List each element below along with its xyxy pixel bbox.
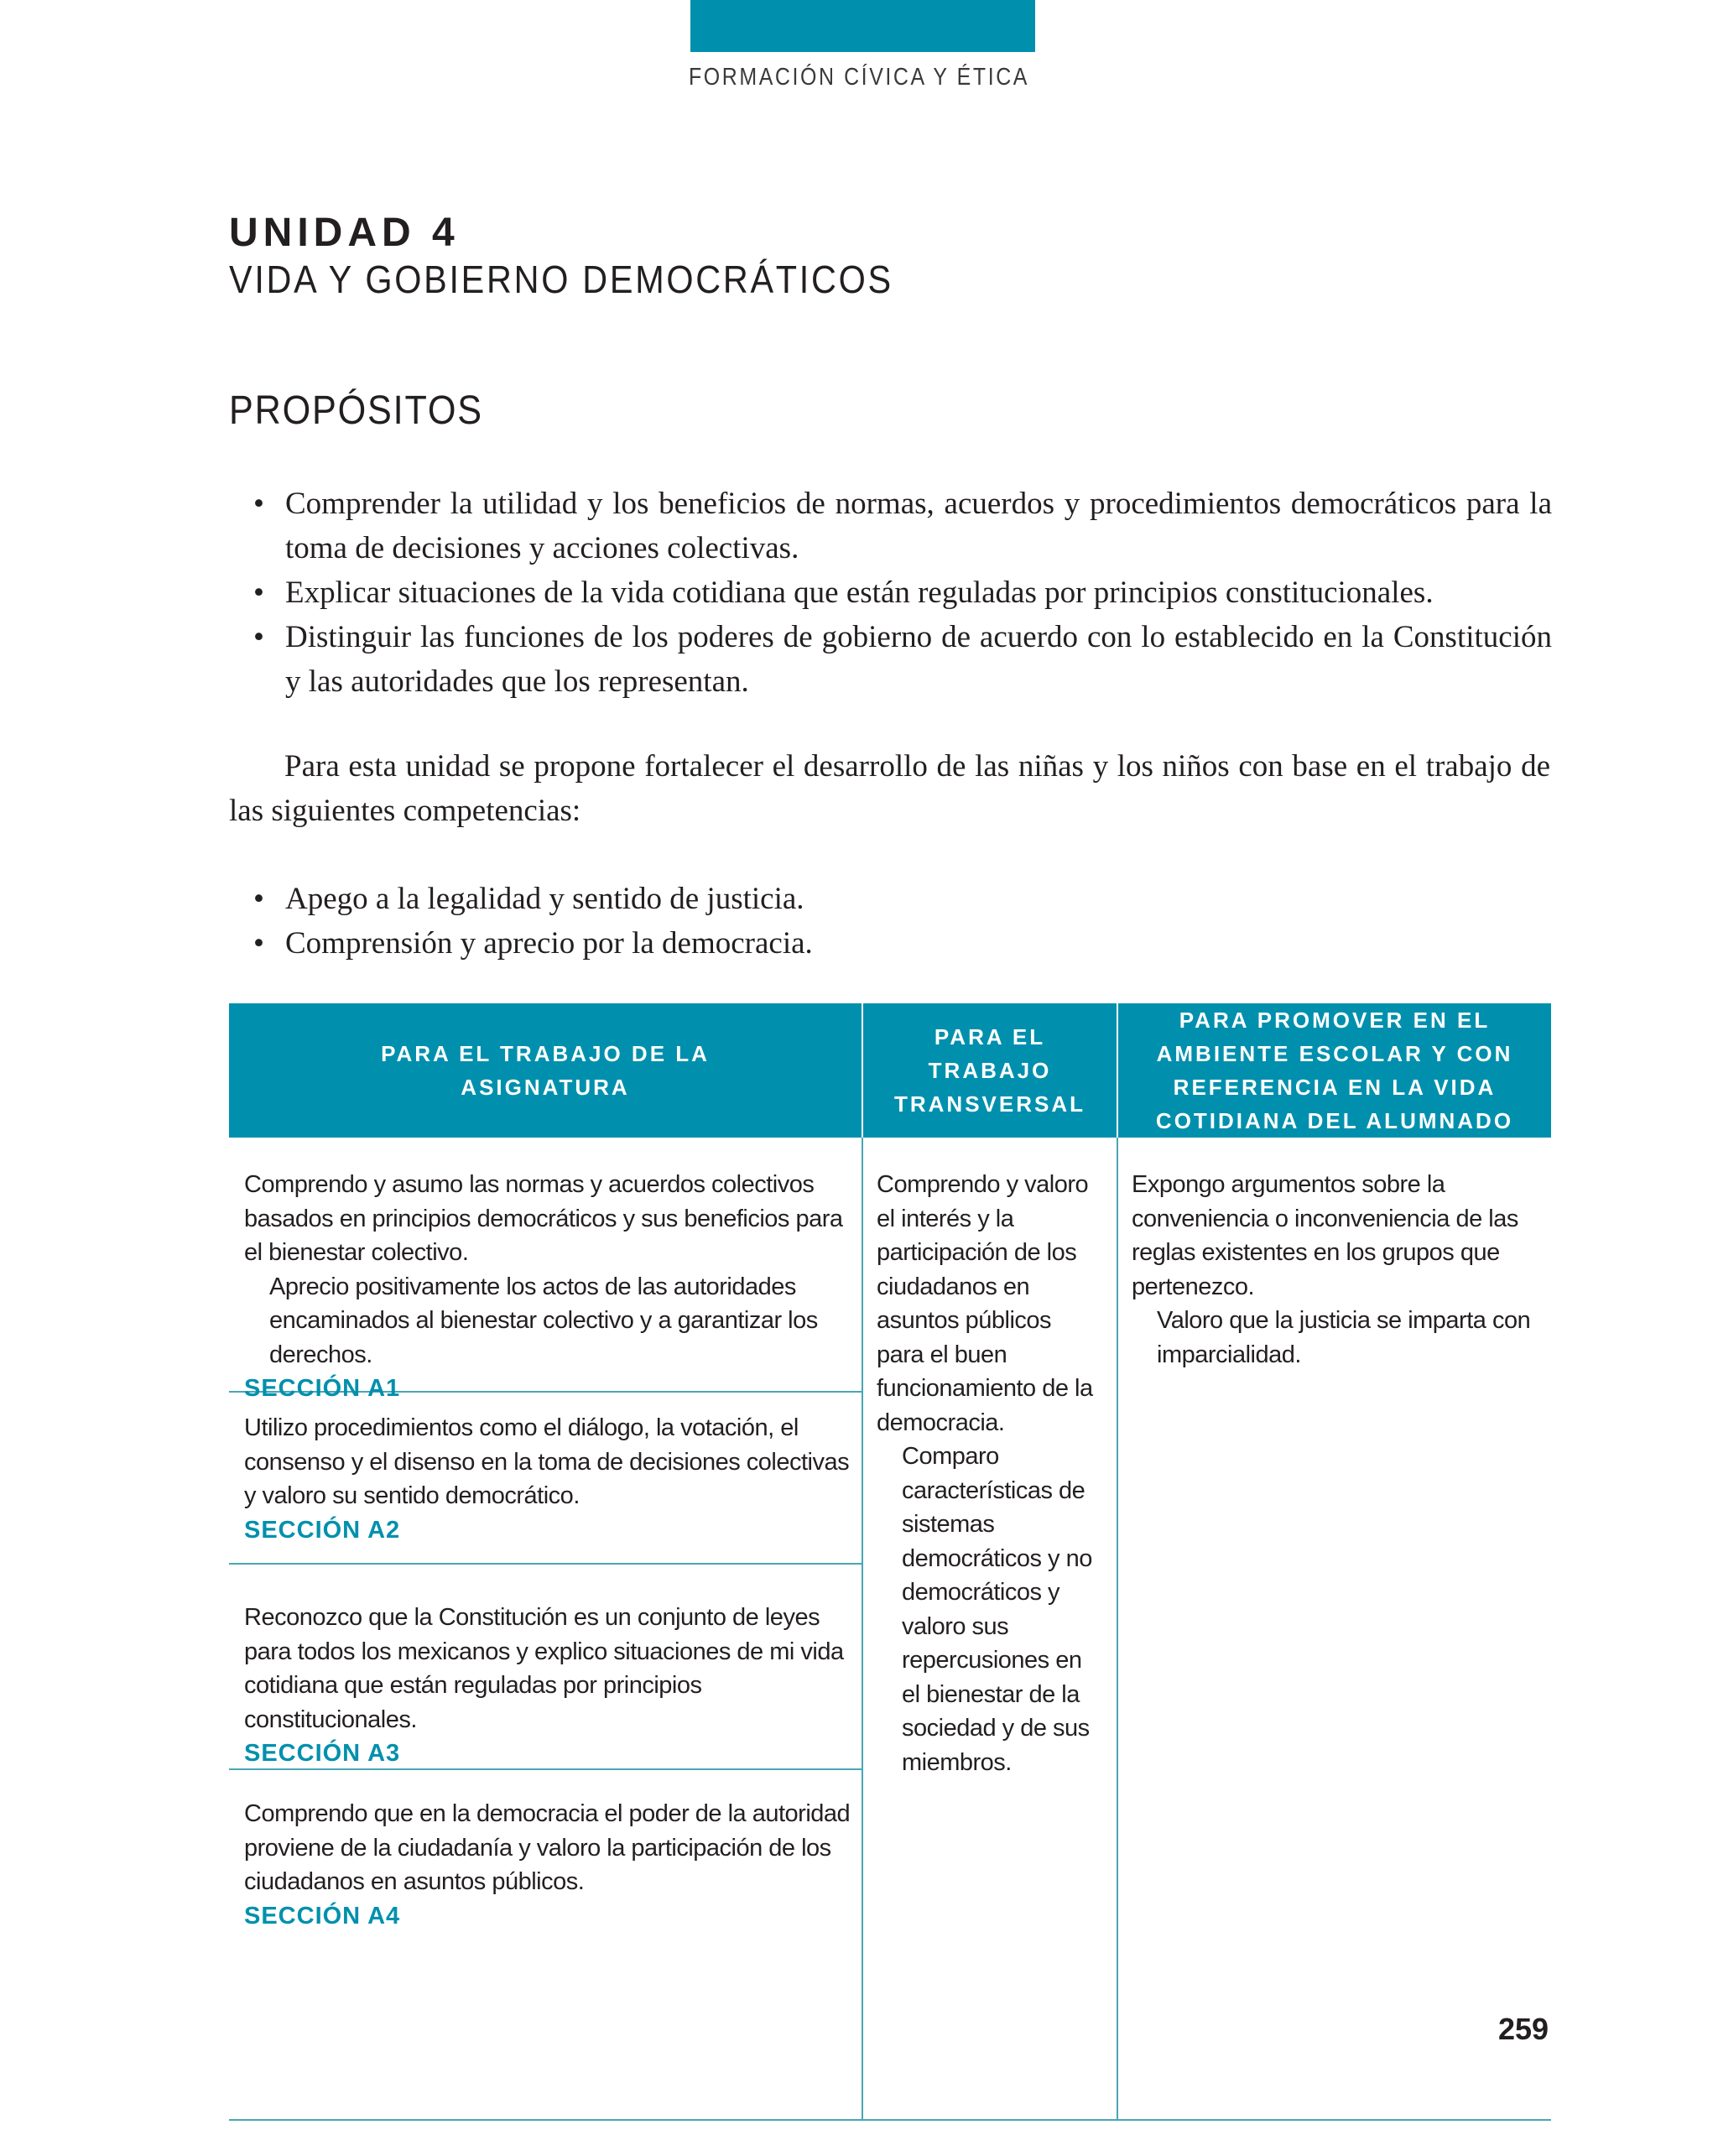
bullet-icon: •	[253, 882, 264, 916]
section-label: SECCIÓN A2	[244, 1516, 401, 1544]
section-label: SECCIÓN A4	[244, 1902, 401, 1929]
section-label: SECCIÓN A3	[244, 1740, 401, 1767]
column-divider	[862, 1138, 863, 2119]
running-head: FORMACIÓN CÍVICA Y ÉTICA	[688, 64, 1030, 91]
column-divider	[1117, 1138, 1118, 2119]
table-row: Reconozco que la Constitución es un conjunto de leyes para todos los mexicanos y explico situaciones de mi vida cotidiana que están reguladas por principios constitucionales. SECCIÓN A3	[244, 1601, 856, 1771]
table-row: Comprendo y asumo las normas y acuerdos colectivos basados en principios democráticos y sus beneficios para el bienestar colectivo. Aprecio positivamente los actos de las autoridades encaminados al bienestar colectivo y a garantizar los derechos. SECCIÓN A1	[244, 1168, 856, 1406]
list-item: • Comprensión y aprecio por la democracia.	[253, 921, 1552, 966]
table-row: Utilizo procedimientos como el diálogo, la votación, el consenso y el disenso en la toma de decisiones colectivas y valoro su sentido democrático. SECCIÓN A2	[244, 1411, 856, 1547]
school-life-cell: Expongo argumentos sobre la conveniencia o inconveniencia de las reglas existentes en los grupos que pertenezco. Valoro que la justicia se imparta con imparcialidad.	[1132, 1171, 1531, 1368]
intro-paragraph: Para esta unidad se propone fortalecer el desarrollo de las niñas y los niños con base en el trabajo de las siguientes competencias:	[229, 749, 1550, 828]
list-item: • Distinguir las funciones de los poderes de gobierno de acuerdo con lo establecido en la Constitución y las autoridades que los representan.	[253, 615, 1552, 704]
section-label: SECCIÓN A1	[244, 1375, 401, 1402]
list-item: • Comprender la utilidad y los beneficios de normas, acuerdos y procedimientos democráticos para la toma de decisiones y acciones colectivas.	[253, 482, 1552, 570]
transversal-cell: Comprendo y valoro el interés y la participación de los ciudadanos en asuntos públicos para el buen funcionamiento de la democracia. Comparo características de sistemas democráticos y no democráticos y valoro sus repercusiones en el bienestar de la sociedad y de sus miembros.	[877, 1171, 1093, 1776]
bullet-icon: •	[253, 926, 264, 961]
table-row: Comprendo que en la democracia el poder de la autoridad proviene de la ciudadanía y valoro la participación de los ciudadanos en asuntos públicos. SECCIÓN A4	[244, 1797, 856, 1933]
list-item: • Apego a la legalidad y sentido de justicia.	[253, 877, 1552, 921]
row-divider	[229, 1563, 862, 1565]
list-item: • Explicar situaciones de la vida cotidiana que están reguladas por principios constitucionales.	[253, 570, 1552, 615]
purposes-title: PROPÓSITOS	[229, 388, 483, 433]
bullet-icon: •	[253, 487, 264, 521]
table-header-subject: PARA EL TRABAJO DE LA ASIGNATURA	[229, 1003, 862, 1138]
page-number: 259	[1498, 2012, 1549, 2046]
bullet-icon: •	[253, 575, 264, 610]
unit-subtitle: VIDA Y GOBIERNO DEMOCRÁTICOS	[229, 258, 893, 301]
table-header-school-life: PARA PROMOVER EN EL AMBIENTE ESCOLAR Y CON REFERENCIA EN LA VIDA COTIDIANA DEL ALUMNADO	[1118, 1003, 1551, 1138]
unit-title: UNIDAD 4	[229, 211, 460, 255]
table-header-transversal: PARA EL TRABAJO TRANSVERSAL	[863, 1003, 1117, 1138]
competencies-list	[253, 877, 1552, 966]
table-bottom-rule	[229, 2119, 1551, 2121]
bullet-icon: •	[253, 620, 264, 654]
purposes-list	[253, 482, 1552, 704]
header-color-tab	[690, 0, 1035, 52]
